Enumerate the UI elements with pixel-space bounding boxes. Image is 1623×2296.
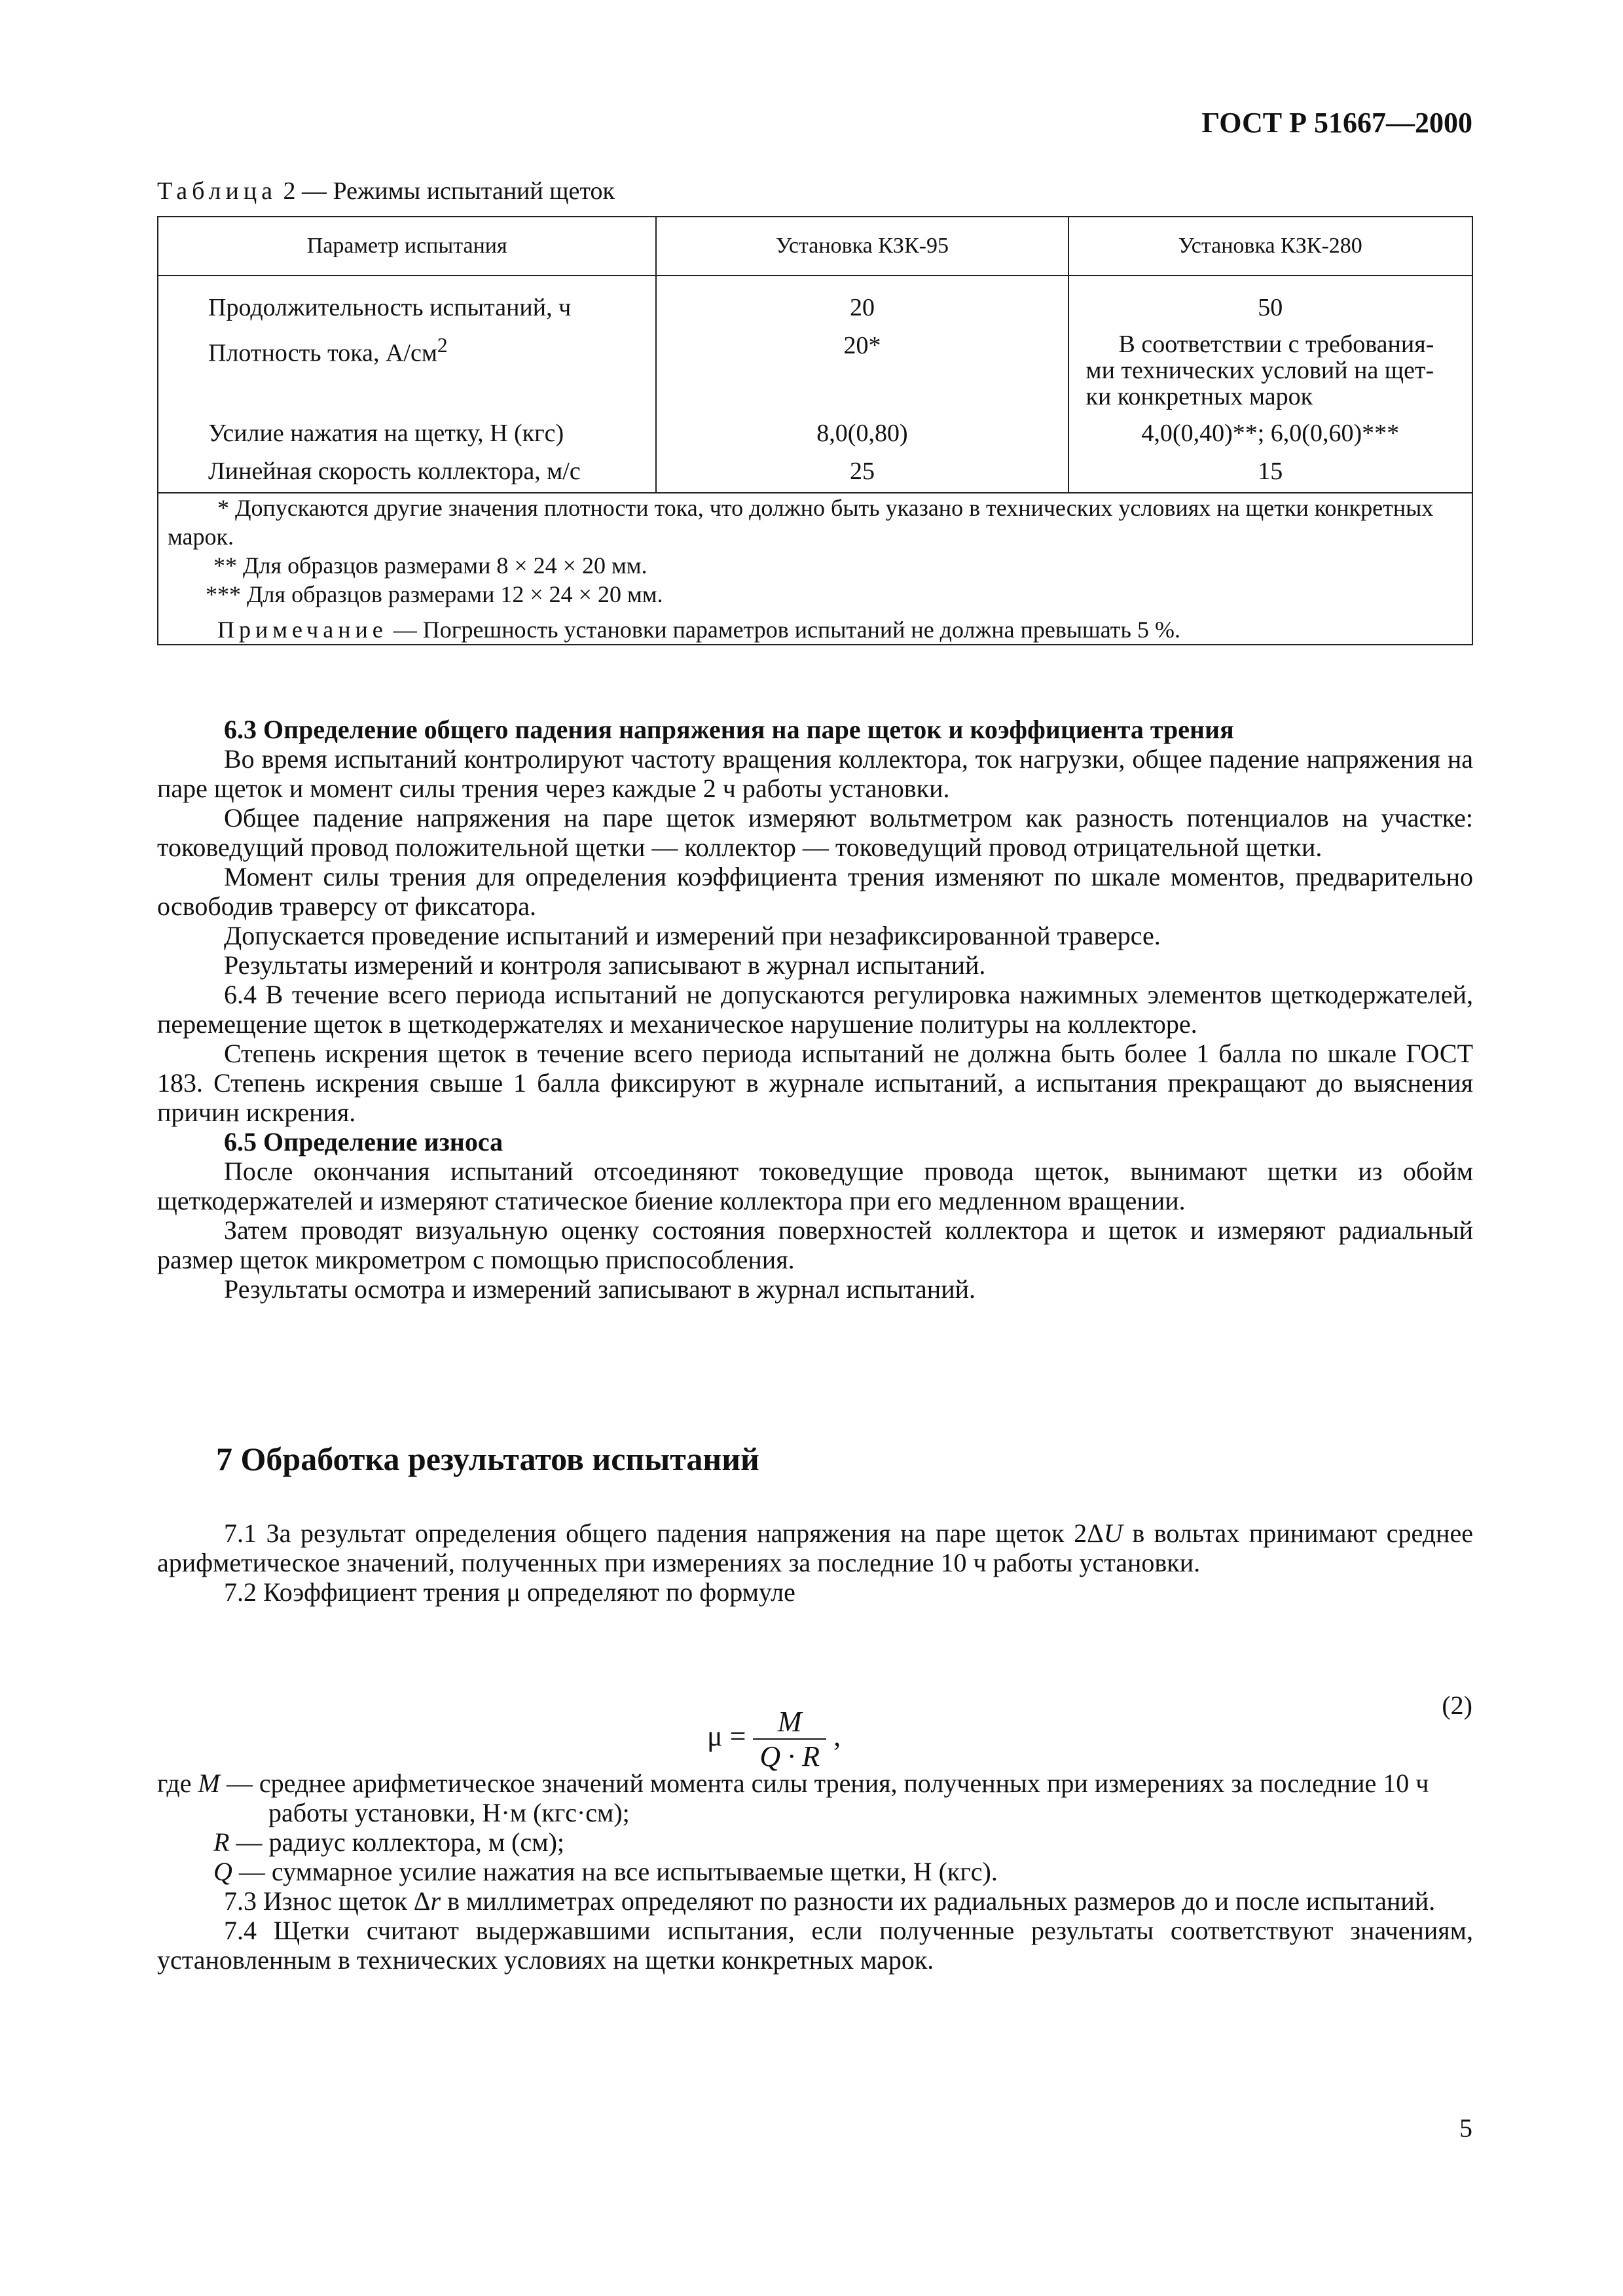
table-notes-row — [158, 493, 1472, 645]
p71-text-tail: в вольтах принимают среднее арифметическое значений, полученных при измерениях за последние 10 ч работы установки. — [157, 1518, 1474, 1577]
paragraph: Степень искрения щеток в течение всего периода испытаний не должна быть более 1 балла по шкале ГОСТ 183. Степень искрения свыше 1 балла фиксируют в журнале испытаний, а испытания прекращают до выяснения причин искрения. — [157, 1039, 1473, 1127]
param-text: Плотность тока, А/см — [208, 339, 437, 367]
variable: U — [1103, 1518, 1123, 1548]
variable: M — [198, 1768, 220, 1798]
footnote: * Допускаются другие значения плотности тока, что должно быть указано в технических условиях на щетки конкретных марок. — [168, 495, 1434, 550]
value-cell: 20* — [656, 322, 1068, 410]
footnote: ** Для образцов размерами 8 × 24 × 20 мм. — [213, 552, 647, 579]
p73-text: 7.3 Износ щеток Δ — [224, 1886, 431, 1916]
table-row — [158, 410, 1472, 448]
param-cell: Усилие нажатия на щетку, Н (кгс) — [158, 410, 656, 448]
value-cell: 50 — [1068, 276, 1472, 322]
legend-row — [157, 1827, 1473, 1857]
paragraph — [157, 1518, 1473, 1577]
superscript: 2 — [437, 334, 448, 357]
formula-tail: , — [833, 1720, 841, 1753]
param-cell — [158, 322, 656, 410]
page-number: 5 — [1459, 2113, 1472, 2143]
standard-header: ГОСТ Р 51667—2000 — [1201, 107, 1472, 139]
paragraph: После окончания испытаний отсоединяют токоведущие провода щеток, вынимают щетки из обойм щеткодержателей и измеряют статическое биение коллектора при его медленном вращении. — [157, 1157, 1473, 1215]
paragraph: 7.2 Коэффициент трения μ определяют по формуле — [224, 1577, 795, 1607]
paragraph: Результаты измерений и контроля записывают в журнал испытаний. — [224, 950, 986, 980]
fraction — [753, 1705, 826, 1773]
paragraph: Во время испытаний контролируют частоту вращения коллектора, ток нагрузки, общее падение напряжения на паре щеток и момент силы трения через каждые 2 ч работы установки. — [157, 744, 1473, 803]
value-line: ки конкретных марок — [1085, 383, 1313, 410]
paragraph: Момент силы трения для определения коэффициента трения изменяют по шкале моментов, предварительно освободив траверсу от фиксатора. — [157, 862, 1473, 921]
table-caption — [157, 177, 615, 206]
param-cell: Линейная скорость коллектора, м/с — [158, 448, 656, 493]
paragraph: Допускается проведение испытаний и измерений при незафиксированной траверсе. — [224, 921, 1161, 950]
legend-text: — радиус коллектора, м (см); — [229, 1827, 564, 1857]
table-row — [158, 448, 1472, 493]
legend-lead: где — [157, 1768, 192, 1798]
paragraph — [157, 1886, 1473, 1916]
value-line: В соответствии с требования- — [1118, 331, 1434, 358]
value-line: ми технических условий на щет- — [1085, 357, 1434, 384]
value-cell: 25 — [656, 448, 1068, 493]
value-cell: 15 — [1068, 448, 1472, 493]
variable: r — [430, 1886, 441, 1916]
variable: R — [213, 1827, 230, 1857]
variable: Q — [213, 1857, 232, 1886]
legend-text: — среднее арифметическое значений момента силы трения, полученных при измерениях за последние 10 ч работы установки, Н·м (кгс·см); — [219, 1768, 1429, 1827]
p73-text-tail: в миллиметрах определяют по разности их радиальных размеров до и после испытаний. — [441, 1886, 1436, 1916]
table-note — [168, 615, 1463, 644]
legend-row — [157, 1857, 1473, 1886]
p71-text: 7.1 За результат определения общего падения напряжения на паре щеток 2Δ — [224, 1518, 1104, 1548]
column-header: Установка КЗК-95 — [656, 217, 1068, 276]
column-header: Параметр испытания — [158, 217, 656, 276]
test-modes-table — [157, 216, 1473, 645]
table-caption-text: 2 — Режимы испытаний щеток — [283, 177, 615, 205]
paragraph: 6.4 В течение всего периода испытаний не допускаются регулировка нажимных элементов щеткодержателей, перемещение щеток в щеткодержателях и механическое нарушение политуры на коллекторе. — [157, 980, 1473, 1039]
fraction-denominator: Q · R — [759, 1740, 820, 1772]
section-heading: 7 Обработка результатов испытаний — [216, 1441, 759, 1477]
value-cell: 20 — [656, 276, 1068, 322]
fraction-numerator: M — [753, 1705, 826, 1740]
subsection-heading: 6.5 Определение износа — [224, 1127, 503, 1157]
value-cell: 8,0(0,80) — [656, 410, 1068, 448]
formula-legend — [157, 1768, 1473, 1975]
friction-formula — [707, 1705, 841, 1773]
body-text-section7 — [157, 1518, 1473, 1607]
table-notes — [158, 493, 1472, 645]
table-header-row — [158, 217, 1472, 276]
table-row — [158, 276, 1472, 322]
note-text: — Погрешность установки параметров испытаний не должна превышать 5 %. — [393, 617, 1180, 643]
subsection-heading: 6.3 Определение общего падения напряжения на паре щеток и коэффициента трения — [224, 715, 1234, 744]
paragraph: Затем проводят визуальную оценку состояния поверхностей коллектора и щеток и измеряют радиальный размер щеток микрометром с помощью приспособления. — [157, 1215, 1473, 1274]
column-header: Установка КЗК-280 — [1068, 217, 1472, 276]
value-cell: 4,0(0,40)**; 6,0(0,60)*** — [1068, 410, 1472, 448]
value-cell — [1068, 322, 1472, 410]
formula-lhs: μ = — [707, 1720, 746, 1753]
paragraph: 7.4 Щетки считают выдержавшими испытания, если полученные результаты соответствуют значениям, установленным в технических условиях на щетки конкретных марок. — [157, 1916, 1473, 1975]
table-caption-word: Таблица — [157, 177, 278, 205]
footnote: *** Для образцов размерами 12 × 24 × 20 мм. — [206, 581, 663, 607]
param-cell: Продолжительность испытаний, ч — [158, 276, 656, 322]
legend-row — [157, 1768, 1473, 1827]
table-row — [158, 322, 1472, 410]
formula-number: (2) — [1442, 1691, 1472, 1720]
paragraph: Общее падение напряжения на паре щеток измеряют вольтметром как разность потенциалов на участке: токоведущий провод положительной щетки — коллектор — токоведущий провод отрицательной щетки. — [157, 803, 1473, 862]
body-text — [157, 715, 1473, 1304]
note-word: Примечание — [217, 617, 388, 643]
legend-text: — суммарное усилие нажатия на все испытываемые щетки, Н (кгс). — [232, 1857, 998, 1886]
paragraph: Результаты осмотра и измерений записывают в журнал испытаний. — [224, 1274, 976, 1304]
